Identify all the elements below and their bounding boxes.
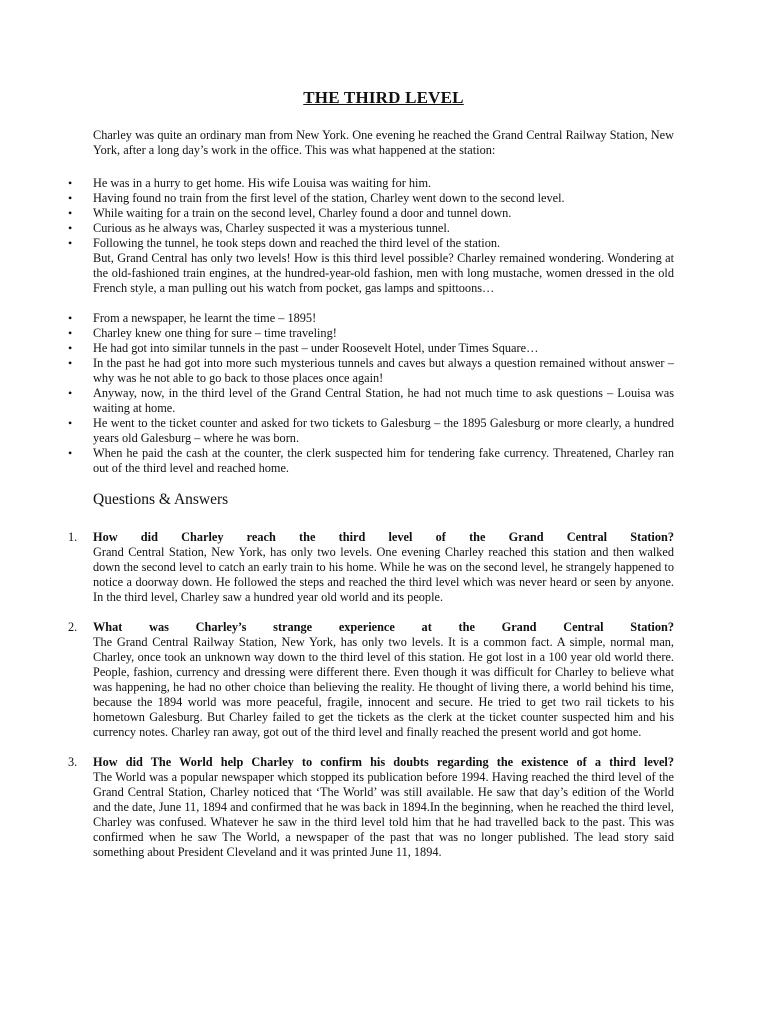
list-continuation-paragraph: But, Grand Central has only two levels! How is this third level possible? Charley remained wondering. Wondering at the old-fashioned train engines, at the hundred-year-old fashion, men with long mustache, women dressed in the old French style, a man pulling out his watch from pocket, gas lamps and spittoons… xyxy=(93,251,674,295)
list-item: • In the past he had got into more such mysterious tunnels and caves but always a question remained without answer – why was he not able to go back to those places once again! xyxy=(93,356,674,386)
section-heading-qa: Questions & Answers xyxy=(93,491,229,508)
intro-paragraph: Charley was quite an ordinary man from New York. One evening he reached the Grand Central Railway Station, New York, after a long day’s work in the office. This was what happened at the station: xyxy=(93,128,674,157)
page-title: THE THIRD LEVEL xyxy=(303,88,464,107)
qa-number: 2. xyxy=(68,620,78,634)
qa-item xyxy=(68,755,674,860)
list-item: • He had got into similar tunnels in the past – under Roosevelt Hotel, under Times Square… xyxy=(93,341,674,356)
list-item: • He went to the ticket counter and asked for two tickets to Galesburg – the 1895 Galesburg or more clearly, a hundred years old Galesburg – where he was born. xyxy=(93,416,674,446)
list-item: • Anyway, now, in the third level of the Grand Central Station, he had not much time to ask questions – Louisa was waiting at home. xyxy=(93,386,674,416)
qa-number: 1. xyxy=(68,530,78,544)
list-item: • While waiting for a train on the second level, Charley found a door and tunnel down. xyxy=(93,206,674,221)
qa-question: What was Charley’s strange experience at the Grand Central Station? xyxy=(93,620,674,634)
qa-list xyxy=(68,530,674,860)
list-item: • From a newspaper, he learnt the time – 1895! xyxy=(93,311,674,326)
qa-item xyxy=(68,530,674,605)
list-item: • Having found no train from the first level of the station, Charley went down to the second level. xyxy=(93,191,674,206)
list-item: • Charley knew one thing for sure – time traveling! xyxy=(93,326,674,341)
qa-answer: Grand Central Station, New York, has only two levels. One evening Charley reached this station and then walked down the second level to catch an early train to his home. While he was on the second level, he strangely happened to notice a doorway down. He followed the steps and reached the third level which was never heard or seen by anyone. In the third level, Charley saw a hundred year old world and its people. xyxy=(93,545,674,604)
list-item: • Curious as he always was, Charley suspected it was a mysterious tunnel. xyxy=(93,221,674,236)
qa-question: How did The World help Charley to confirm his doubts regarding the existence of a third level? xyxy=(93,755,674,769)
qa-item xyxy=(68,620,674,740)
bullet-list-events xyxy=(93,176,674,296)
list-item: • Following the tunnel, he took steps down and reached the third level of the station. xyxy=(93,236,674,251)
list-item: • When he paid the cash at the counter, the clerk suspected him for tendering fake currency. Threatened, Charley ran out of the third level and reached home. xyxy=(93,446,674,476)
qa-question: How did Charley reach the third level of the Grand Central Station? xyxy=(93,530,674,544)
qa-answer: The World was a popular newspaper which stopped its publication before 1994. Having reached the third level of the Grand Central Station, Charley noticed that ‘The World’ was still available. He saw that day’s edition of the World and the date, June 11, 1894 and confirmed that he was back in 1894.In the beginning, when he reached the third level, Charley was confused. Whatever he saw in the third level told him that he had travelled back to the past. This was confirmed when he saw The World, a newspaper of the past that was no longer published. The lead story said something about President Cleveland and it was printed June 11, 1894. xyxy=(93,770,674,859)
list-item: • He was in a hurry to get home. His wife Louisa was waiting for him. xyxy=(93,176,674,191)
qa-answer: The Grand Central Railway Station, New York, has only two levels. It is a common fact. A simple, normal man, Charley, once took an unknown way down to the third level of this station. He got lost in a 100 year old world there. People, fashion, currency and dressing were different there. Even though it was difficult for Charley to believe what was happening, he had no other choice than believing the reality. He thought of living there, a world behind his time, because the 1894 world was more peaceful, fragile, innocent and secure. He tried to get two rail tickets to his hometown Galesburg. But Charley failed to get the tickets as the clerk at the ticket counter suspected him and his currency notes. Charley ran away, got out of the third level and finally reached the present world and got home. xyxy=(93,635,674,739)
bullet-list-time-travel xyxy=(93,311,674,476)
qa-number: 3. xyxy=(68,755,78,769)
